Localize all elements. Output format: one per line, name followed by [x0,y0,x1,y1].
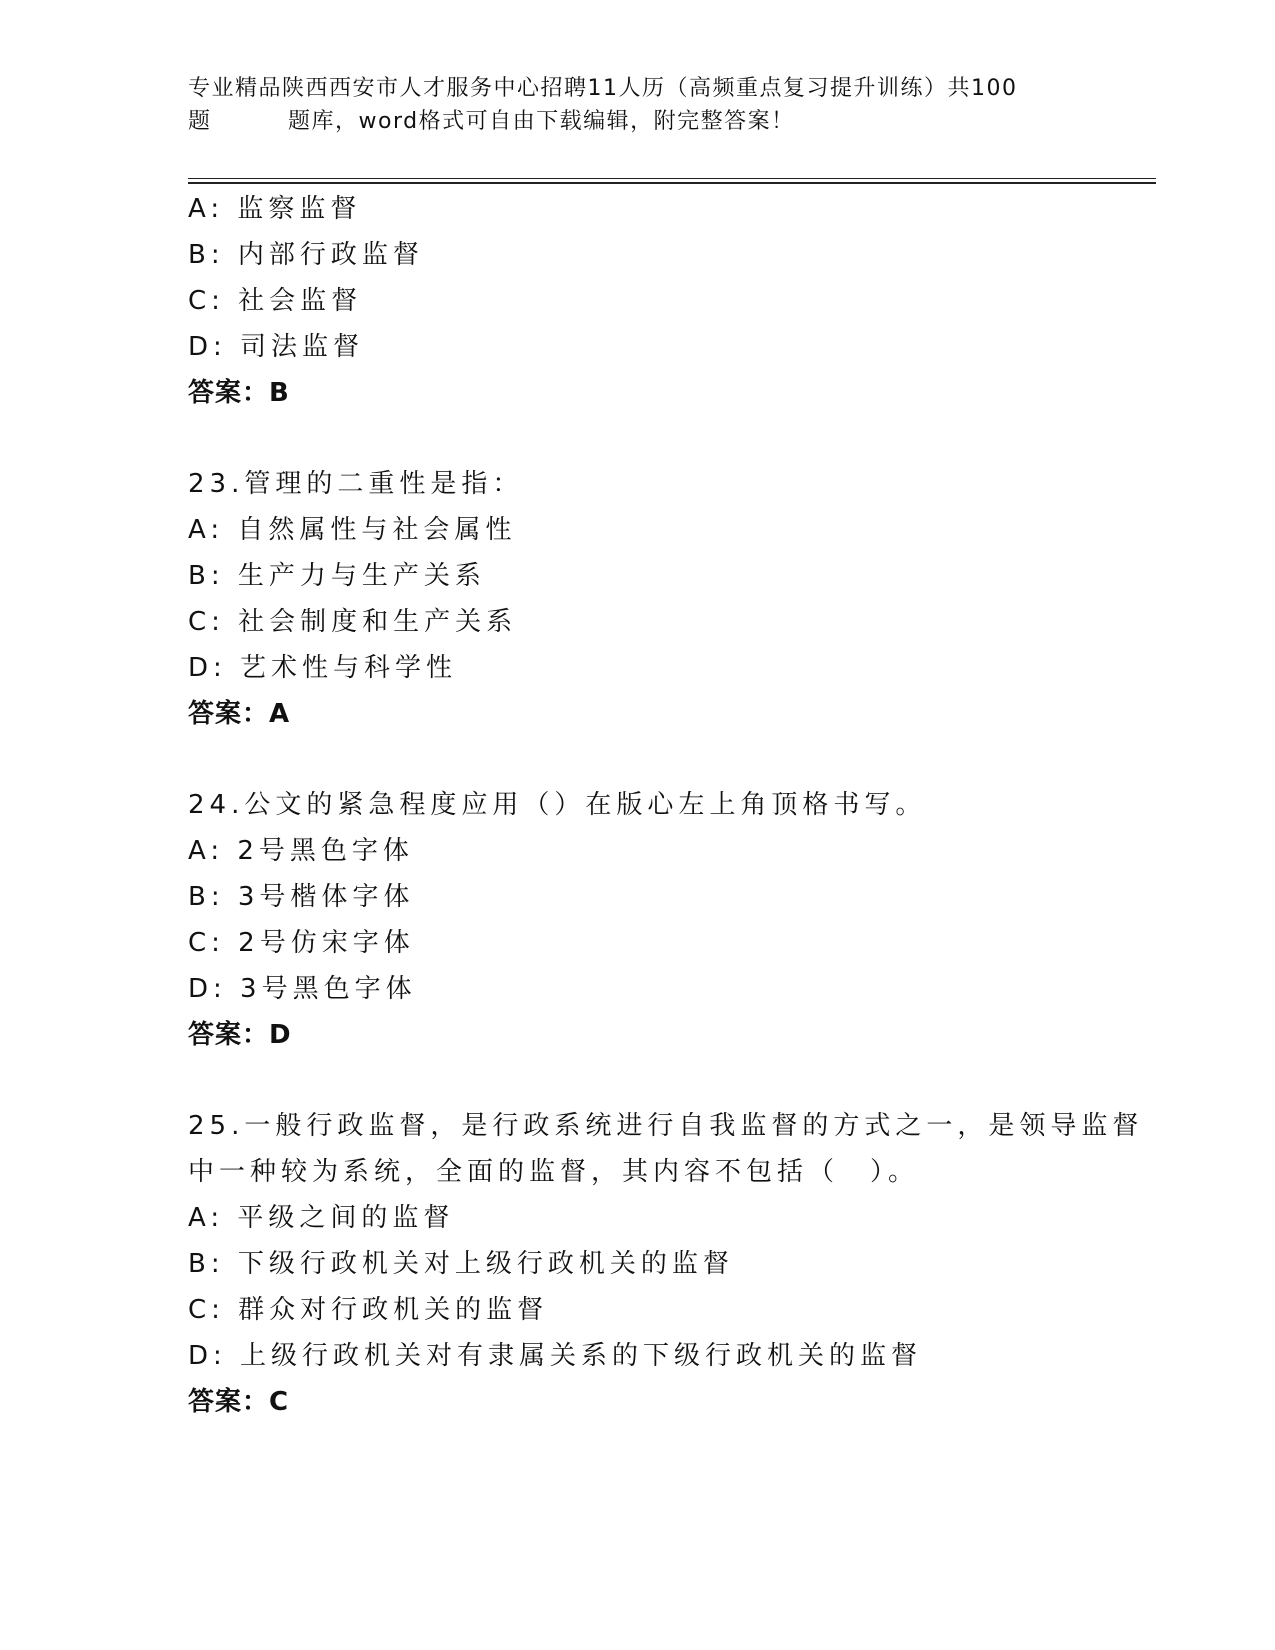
option-b: B: 内部行政监督 [188,240,424,270]
question-stem-line2: 中一种较为系统，全面的监督，其内容不包括（ ）。 [188,1157,920,1187]
header-divider-thick [188,182,1156,184]
option-a: A: 自然属性与社会属性 [188,515,517,545]
header-divider-thin [188,178,1156,179]
option-b: B: 生产力与生产关系 [188,561,486,591]
answer-line: 答案：A [188,699,291,729]
spacer [188,737,1128,782]
header-title-line1: 专业精品陕西西安市人才服务中心招聘11人历（高频重点复习提升训练）共100 [188,76,1018,101]
answer-line: 答案：D [188,1020,292,1050]
option-a: A: 平级之间的监督 [188,1203,455,1233]
option-c: C: 群众对行政机关的监督 [188,1295,549,1325]
question-stem-line1: 25.一般行政监督，是行政系统进行自我监督的方式之一，是领导监督 [188,1111,1144,1141]
header-title-line2-text: 题库，word格式可自由下载编辑，附完整答案！ [288,109,795,134]
option-d: D: 上级行政机关对有隶属关系的下级行政机关的监督 [188,1341,923,1371]
option-a: A: 监察监督 [188,194,362,224]
header-title-line2-prefix: 题 [188,109,212,134]
spacer [188,416,1128,461]
header-title-line2 [188,105,1088,138]
option-c: C: 2号仿宋字体 [188,928,415,958]
question-list [188,186,1144,1425]
option-d: D: 3号黑色字体 [188,974,417,1004]
option-d: D: 艺术性与科学性 [188,653,458,683]
question-block-22 [188,186,1128,416]
option-c: C: 社会监督 [188,286,363,316]
question-block-25 [188,1103,1144,1425]
answer-line: 答案：C [188,1387,290,1417]
question-stem: 24.公文的紧急程度应用（）在版心左上角顶格书写。 [188,790,927,820]
spacer [188,1058,1128,1103]
option-b: B: 3号楷体字体 [188,882,415,912]
option-b: B: 下级行政机关对上级行政机关的监督 [188,1249,734,1279]
answer-line: 答案：B [188,378,290,408]
option-c: C: 社会制度和生产关系 [188,607,518,637]
question-block-24 [188,782,1128,1058]
document-header [188,72,1088,138]
question-stem: 23.管理的二重性是指： [188,469,524,499]
option-d: D: 司法监督 [188,332,365,362]
option-a: A: 2号黑色字体 [188,836,414,866]
question-block-23 [188,461,1128,737]
